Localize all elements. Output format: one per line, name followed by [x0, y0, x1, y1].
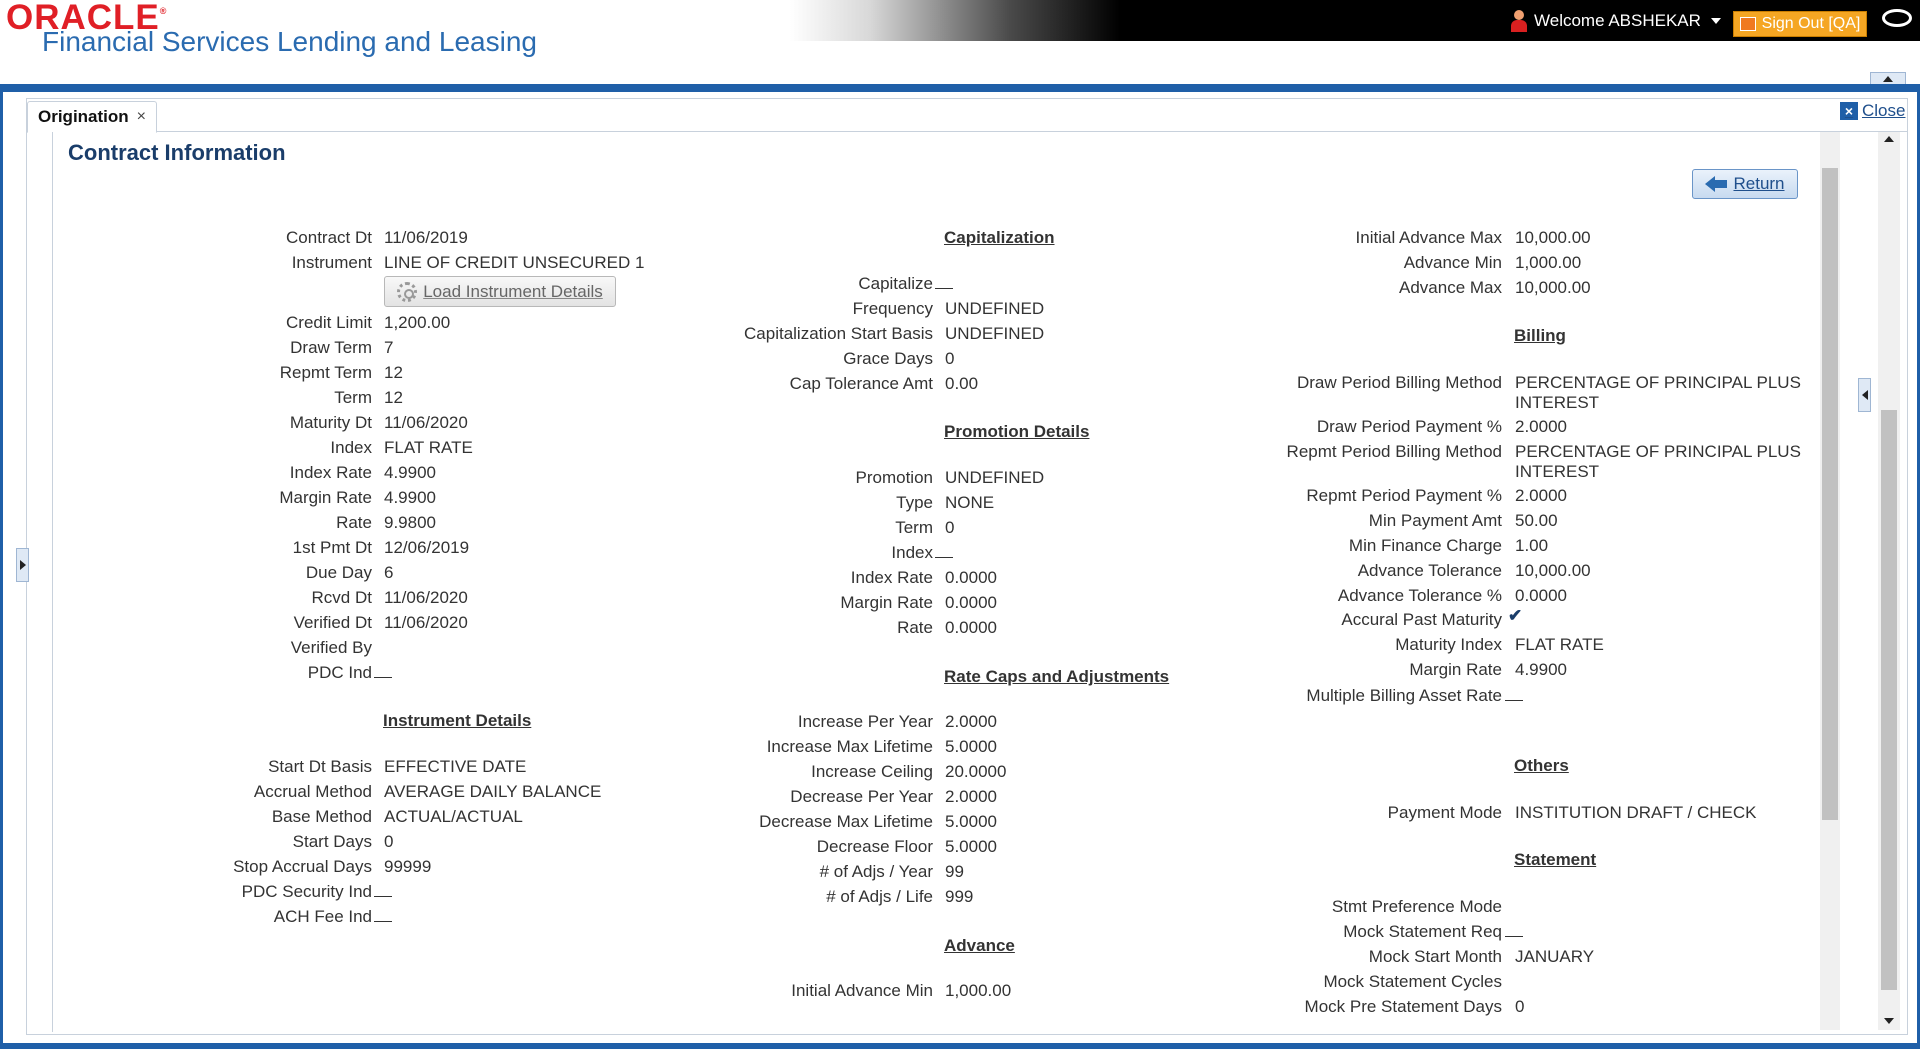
chevron-down-icon: [1711, 18, 1721, 24]
field-value: 0: [384, 832, 394, 851]
field-value: 5.0000: [945, 812, 997, 831]
chevron-up-icon: [1883, 76, 1893, 82]
field-value: 12: [384, 363, 403, 382]
page-title: Contract Information: [68, 140, 286, 165]
field-value: 10,000.00: [1515, 228, 1591, 247]
scroll-up-arrow[interactable]: [1878, 136, 1900, 142]
page-scrollbar-thumb[interactable]: [1881, 410, 1897, 990]
tab-close-icon[interactable]: ×: [136, 108, 147, 125]
field-value: 11/06/2020: [384, 613, 468, 632]
field-value: 12/06/2019: [384, 538, 470, 557]
value-payment-mode: INSTITUTION DRAFT / CHECK: [1515, 803, 1757, 822]
section-rate-caps: Rate Caps and Adjustments: [944, 667, 1170, 686]
field-value: 1,000.00: [1515, 253, 1582, 272]
close-button[interactable]: × Close: [1840, 101, 1905, 121]
field-value: 0.0000: [945, 618, 997, 637]
chevron-right-icon: [20, 560, 26, 570]
field-value: 2.0000: [945, 787, 997, 806]
page-scrollbar[interactable]: [1878, 132, 1900, 1030]
field-value: 5.0000: [945, 737, 997, 756]
field-value: [374, 882, 392, 902]
oracle-logo: ORACLE®: [6, 0, 168, 37]
field-value: [935, 543, 953, 563]
help-icon[interactable]: [1882, 9, 1912, 27]
field-value: 4.9900: [1515, 660, 1567, 679]
close-icon: ×: [1840, 102, 1858, 120]
field-value: 5.0000: [945, 837, 997, 856]
value-multiple-billing-asset-rate: [1505, 686, 1523, 706]
section-billing: Billing: [1514, 326, 1566, 345]
return-arrow-icon: [1705, 176, 1727, 192]
field-value: UNDEFINED: [945, 468, 1045, 487]
field-value: 50.00: [1515, 511, 1558, 530]
field-value: UNDEFINED: [945, 324, 1045, 343]
field-value: 20.0000: [945, 762, 1007, 781]
field-value: [374, 663, 392, 683]
field-value: LINE OF CREDIT UNSECURED 1: [384, 253, 645, 272]
field-value: 10,000.00: [1515, 278, 1591, 297]
welcome-menu[interactable]: [1510, 10, 1721, 32]
value-draw-period-payment-pct: 2.0000: [1515, 417, 1567, 436]
header-divider: [0, 84, 1920, 92]
field-value: 2.0000: [1515, 486, 1567, 505]
field-value: 0: [1515, 997, 1525, 1016]
field-value: 0.0000: [945, 568, 997, 587]
field-value: 2.0000: [945, 712, 997, 731]
value-draw-method-line2: INTEREST: [1515, 393, 1600, 412]
frame-left-border: [0, 92, 3, 1049]
field-value: 12: [384, 388, 403, 407]
field-value: EFFECTIVE DATE: [384, 757, 527, 776]
section-promotion-details: Promotion Details: [944, 422, 1090, 441]
field-value: 4.9900: [384, 463, 436, 482]
tab-strip: [27, 99, 1907, 132]
field-value: FLAT RATE: [384, 438, 473, 457]
field-value: 1.00: [1515, 536, 1549, 555]
field-value: 999: [945, 887, 974, 906]
field-value: 11/06/2019: [384, 228, 468, 247]
expand-left-panel-button[interactable]: [16, 548, 29, 582]
field-value: AVERAGE DAILY BALANCE: [384, 782, 602, 801]
return-button[interactable]: Return: [1692, 169, 1798, 199]
field-value: [374, 907, 392, 927]
sign-out-button[interactable]: Sign Out [QA]: [1733, 11, 1867, 37]
welcome-text: Welcome ABSHEKAR: [1534, 11, 1701, 30]
product-name: Financial Services Lending and Leasing: [42, 26, 537, 57]
section-capitalization: Capitalization: [944, 228, 1055, 247]
field-value: NONE: [945, 493, 995, 512]
field-value: 99: [945, 862, 964, 881]
field-value: FLAT RATE: [1515, 635, 1604, 654]
app-header: [0, 0, 1920, 84]
tab-origination[interactable]: Origination ×: [27, 101, 157, 133]
section-statement: Statement: [1514, 850, 1597, 869]
load-instrument-details-button[interactable]: Load Instrument Details: [384, 276, 616, 307]
field-value: 1,200.00: [384, 313, 451, 332]
field-value: 0.00: [945, 374, 979, 393]
field-value: 11/06/2020: [384, 413, 468, 432]
field-value: 6: [384, 563, 394, 582]
field-value: 0.0000: [1515, 586, 1567, 605]
chevron-left-icon: [1862, 390, 1868, 400]
collapse-right-panel-button[interactable]: [1858, 378, 1871, 412]
sign-out-icon: [1740, 17, 1756, 31]
field-value: 0: [945, 518, 955, 537]
scroll-down-arrow[interactable]: [1878, 1018, 1900, 1024]
field-value: ACTUAL/ACTUAL: [384, 807, 523, 826]
gear-icon: [397, 282, 417, 302]
field-value: 10,000.00: [1515, 561, 1591, 580]
field-value: 0.0000: [945, 593, 997, 612]
field-value: 4.9900: [384, 488, 436, 507]
section-others: Others: [1514, 756, 1569, 775]
field-value: JANUARY: [1515, 947, 1595, 966]
field-value: 99999: [384, 857, 432, 876]
content-scrollbar[interactable]: [1820, 132, 1840, 1030]
content-scrollbar-thumb[interactable]: [1822, 168, 1838, 820]
frame-bottom-border: [0, 1043, 1920, 1049]
field-value: 9.9800: [384, 513, 436, 532]
field-value: 11/06/2020: [384, 588, 468, 607]
section-instrument-details: Instrument Details: [383, 711, 532, 730]
checkmark-icon: ✔: [1508, 606, 1523, 625]
section-advance: Advance: [944, 936, 1015, 955]
field-value: 1,000.00: [945, 981, 1012, 1000]
field-value: 0: [945, 349, 955, 368]
field-value: [935, 274, 953, 294]
field-value: 7: [384, 338, 394, 357]
user-icon: [1510, 10, 1528, 32]
value-repmt-method-line2: INTEREST: [1515, 462, 1600, 481]
field-value: [1505, 922, 1523, 942]
value-draw-method-line1: PERCENTAGE OF PRINCIPAL PLUS: [1515, 373, 1801, 392]
field-value: UNDEFINED: [945, 299, 1045, 318]
value-repmt-method-line1: PERCENTAGE OF PRINCIPAL PLUS: [1515, 442, 1801, 461]
